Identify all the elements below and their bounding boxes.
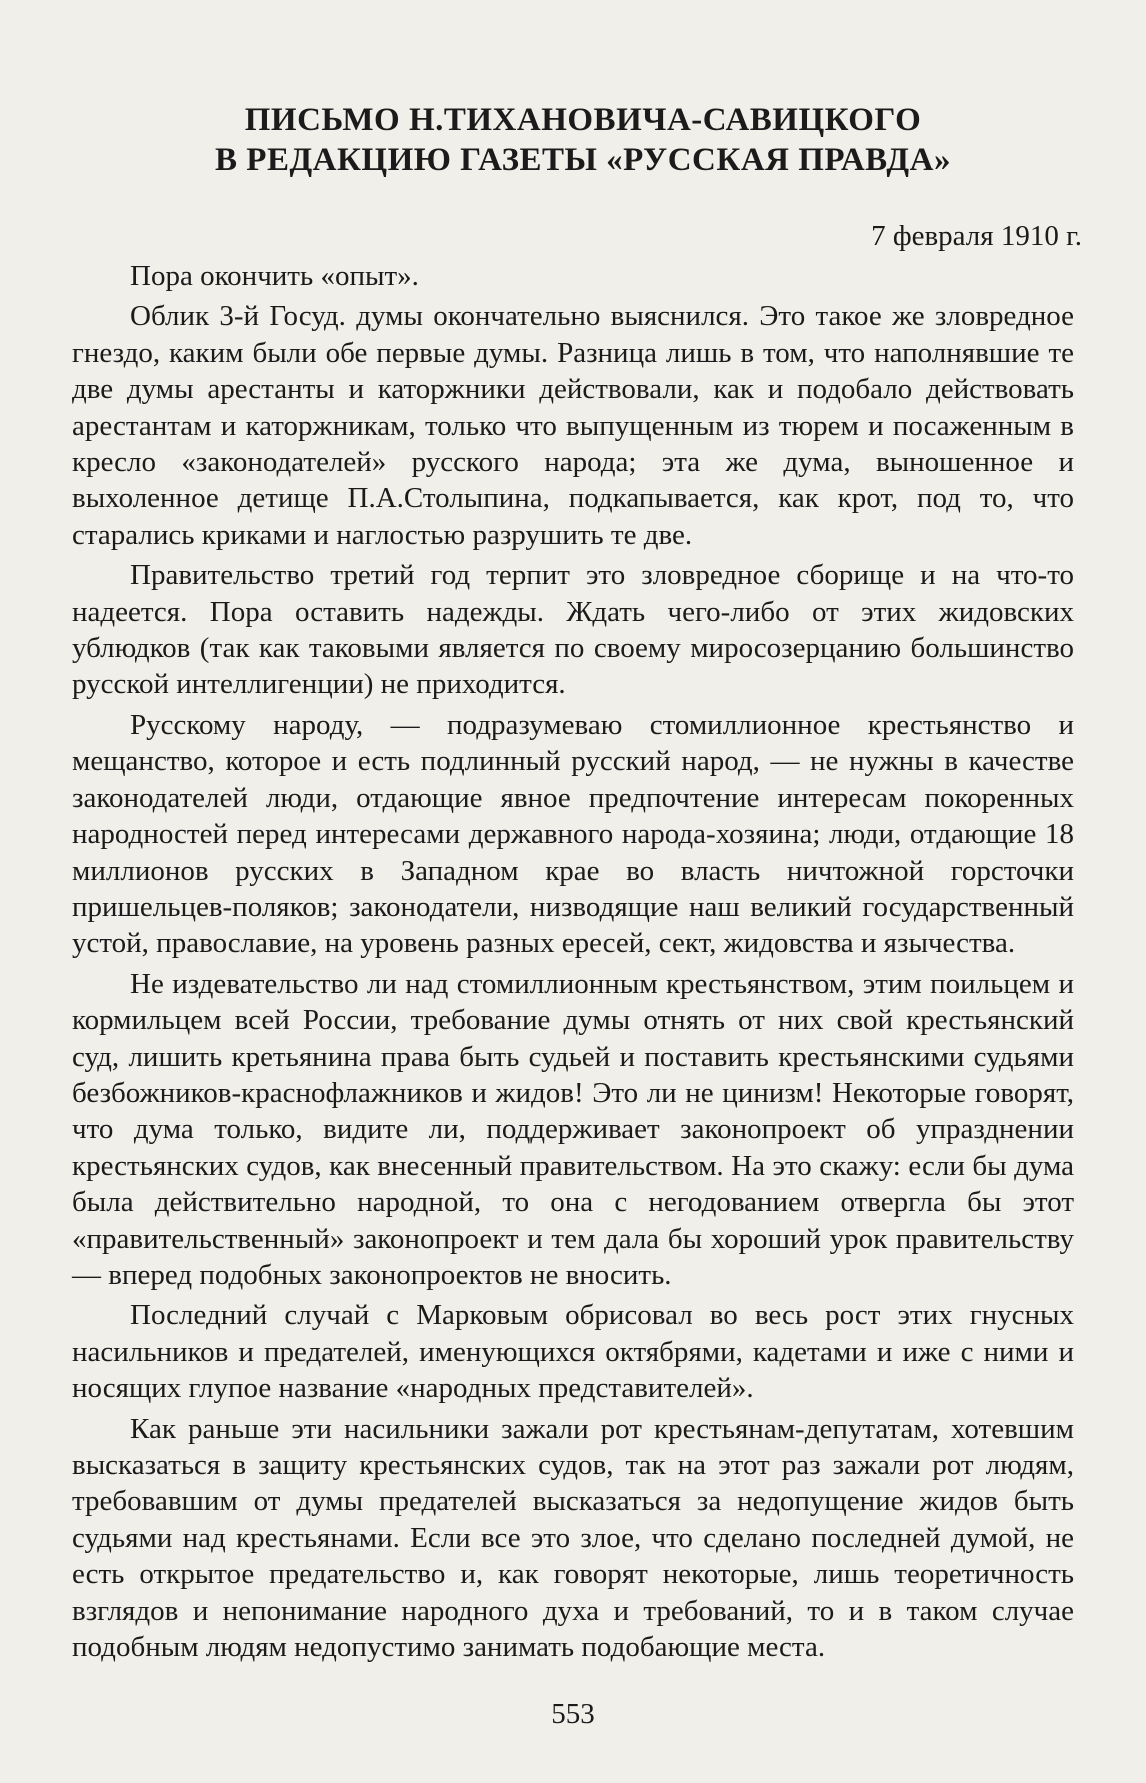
title-line-2: В РЕДАКЦИЮ ГАЗЕТЫ «РУССКАЯ ПРАВДА» [215, 142, 951, 178]
paragraph-6: Последний случай с Марковым обрисовал во весь рост этих гнусных насильников и предателей, именующихся октябрями, кадетами и иже с ними и носящих глупое название «народных представителей». [72, 1299, 1074, 1405]
letter-date: 7 февраля 1910 г. [871, 220, 1082, 252]
document-title [60, 100, 1106, 180]
letter-body [72, 258, 1074, 1669]
page-number: 553 [551, 1698, 595, 1730]
paragraph-3: Правительство третий год терпит это зловредное сборище и на что-то надеется. Пора оставить надежды. Ждать чего-либо от этих жидовских ублюдков (так как таковыми является по своему миросозерцанию большинство русской интеллигенции) не приходится. [72, 559, 1074, 701]
paragraph-5: Не издевательство ли над стомиллионным крестьянством, этим поильцем и кормильцем всей России, требование думы отнять от них свой крестьянский суд, лишить кретьянина права быть судьей и поставить крестьянскими судьями безбожников-краснофлажников и жидов! Это ли не цинизм! Некоторые говорят, что дума только, видите ли, поддерживает законопроект об упразднении крестьянских судов, как внесенный правительством. На это скажу: если бы дума была действительно народной, то она с негодованием отвергла бы этот «правительственный» законопроект и тем дала бы хороший урок правительству — вперед подобных законопроектов не вносить. [72, 967, 1074, 1291]
paragraph-7: Как раньше эти насильники зажали рот крестьянам-депутатам, хотевшим высказаться в защиту крестьянских судов, так на этот раз зажали рот людям, требовавшим от думы предателей высказаться за недопущение жидов быть судьями над крестьянами. Если все это злое, что сделано последней думой, не есть открытое предательство и, как говорят некоторые, лишь теоретичность взглядов и непонимание народного духа и требований, то и в таком случае подобным людям недопустимо занимать подобающие места. [72, 1412, 1074, 1664]
title-line-1: ПИСЬМО Н.ТИХАНОВИЧА-САВИЦКОГО [244, 102, 922, 138]
paragraph-2: Облик 3-й Госуд. думы окончательно выяснился. Это такое же зловредное гнездо, каким были обе первые думы. Разница лишь в том, что наполнявшие те две думы арестанты и каторжники действовали, как и подобало действовать арестантам и каторжникам, только что выпущенным из тюрем и посаженным в кресло «законодателей» русского народа; эта же дума, выношенное и выхоленное детище П.А.Столыпина, подкапывается, как крот, под то, что старались криками и наглостью разрушить те две. [72, 300, 1074, 551]
paragraph-1: Пора окончить «опыт». [130, 260, 419, 292]
paragraph-4: Русскому народу, — подразумеваю стомиллионное крестьянство и мещанство, которое и есть подлинный русский народ, — не нужны в качестве законодателей люди, отдающие явное предпочтение интересам покоренных народностей перед интересами державного народа-хозяина; люди, отдающие 18 миллионов русских в Западном крае во власть ничтожной горсточки пришельцев-поляков; законодатели, низводящие наш великий государственный устой, православие, на уровень разных ересей, сект, жидовства и язычества. [72, 708, 1074, 960]
